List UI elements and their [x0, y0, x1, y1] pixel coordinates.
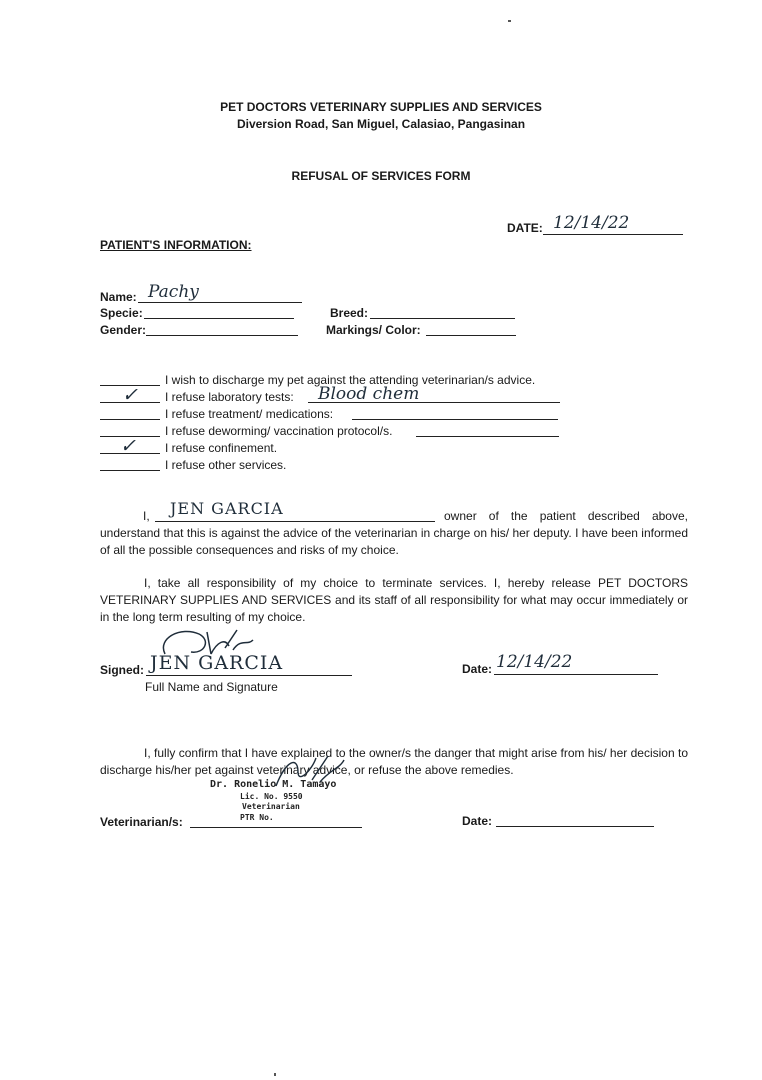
signature-caption: Full Name and Signature — [145, 680, 278, 694]
vet-stamp-license: Lic. No. 9550 — [240, 792, 303, 801]
business-name: PET DOCTORS VETERINARY SUPPLIES AND SERVICES — [220, 100, 542, 114]
owner-name-line — [155, 521, 435, 522]
gender-label: Gender: — [100, 323, 147, 337]
signed-value[interactable]: JEN GARCIA — [150, 652, 284, 674]
option-label: I wish to discharge my pet against the attending veterinarian/s advice. — [165, 373, 536, 387]
veterinarian-label: Veterinarian/s: — [100, 815, 183, 829]
markings-label: Markings/ Color: — [326, 323, 421, 337]
owner-date-value[interactable]: 12/14/22 — [496, 652, 573, 672]
patient-section-title: PATIENT'S INFORMATION: — [100, 238, 252, 252]
option-checkbox-line[interactable] — [100, 470, 160, 471]
owner-statement-after-name: owner of the patient described above, — [444, 509, 688, 523]
option-check-mark: ✓ — [122, 384, 138, 406]
option-checkbox-line[interactable] — [100, 419, 160, 420]
option-label: I refuse confinement. — [165, 441, 278, 455]
name-value[interactable]: Pachy — [148, 282, 199, 302]
owner-date-line — [494, 674, 658, 675]
option-check-mark: ✓ — [120, 435, 136, 457]
scan-speck — [508, 20, 511, 22]
veterinarian-line — [190, 827, 362, 828]
vet-stamp-ptr: PTR No. — [240, 813, 274, 822]
breed-line — [370, 318, 515, 319]
date-value[interactable]: 12/14/22 — [553, 213, 630, 233]
business-address: Diversion Road, San Miguel, Calasiao, Pangasinan — [236, 117, 526, 131]
gender-line — [146, 335, 298, 336]
option-label: I refuse deworming/ vaccination protocol/s. — [165, 424, 393, 438]
name-line — [138, 302, 302, 303]
owner-statement-prefix: I, — [143, 509, 150, 523]
vet-stamp-name: Dr. Ronelio M. Tamayo — [210, 779, 337, 790]
option-label: I refuse treatment/ medications: — [165, 407, 334, 421]
name-label: Name: — [100, 290, 137, 304]
vet-date-line — [496, 826, 654, 827]
specie-line — [144, 318, 294, 319]
vet-stamp-title: Veterinarian — [242, 802, 300, 811]
option-label: I refuse laboratory tests: — [165, 390, 294, 404]
form-title: REFUSAL OF SERVICES FORM — [291, 169, 471, 183]
vet-statement: I, fully confirm that I have explained to the owner/s the danger that might arise from his/ her decision to discharge his/her pet against veterinary advice, or refuse the above remedies. — [100, 746, 688, 777]
breed-label: Breed: — [330, 306, 369, 320]
date-line — [543, 234, 683, 235]
signed-label: Signed: — [100, 663, 144, 677]
owner-statement-continuation: understand that this is against the advice of the veterinarian in charge on his/ her deputy. I have been informed of all the possible consequences and risks of my choice. — [100, 526, 688, 557]
option-detail[interactable]: Blood chem — [318, 384, 420, 404]
markings-line — [426, 335, 516, 336]
option-detail-line — [352, 419, 558, 420]
specie-label: Specie: — [100, 306, 143, 320]
owner-date-label: Date: — [462, 662, 493, 676]
option-label: I refuse other services. — [165, 458, 287, 472]
scan-speck — [274, 1073, 276, 1076]
responsibility-statement: I, take all responsibility of my choice to terminate services. I, hereby release PET DOCTORS VETERINARY SUPPLIES AND SERVICES and its staff of all responsibility for what may occur immediately or in the long term resulting of my choice. — [100, 576, 688, 624]
option-detail-line — [416, 436, 559, 437]
signed-line — [146, 675, 352, 676]
owner-name[interactable]: JEN GARCIA — [170, 499, 284, 518]
date-label: DATE: — [507, 221, 543, 235]
vet-date-label: Date: — [462, 814, 493, 828]
